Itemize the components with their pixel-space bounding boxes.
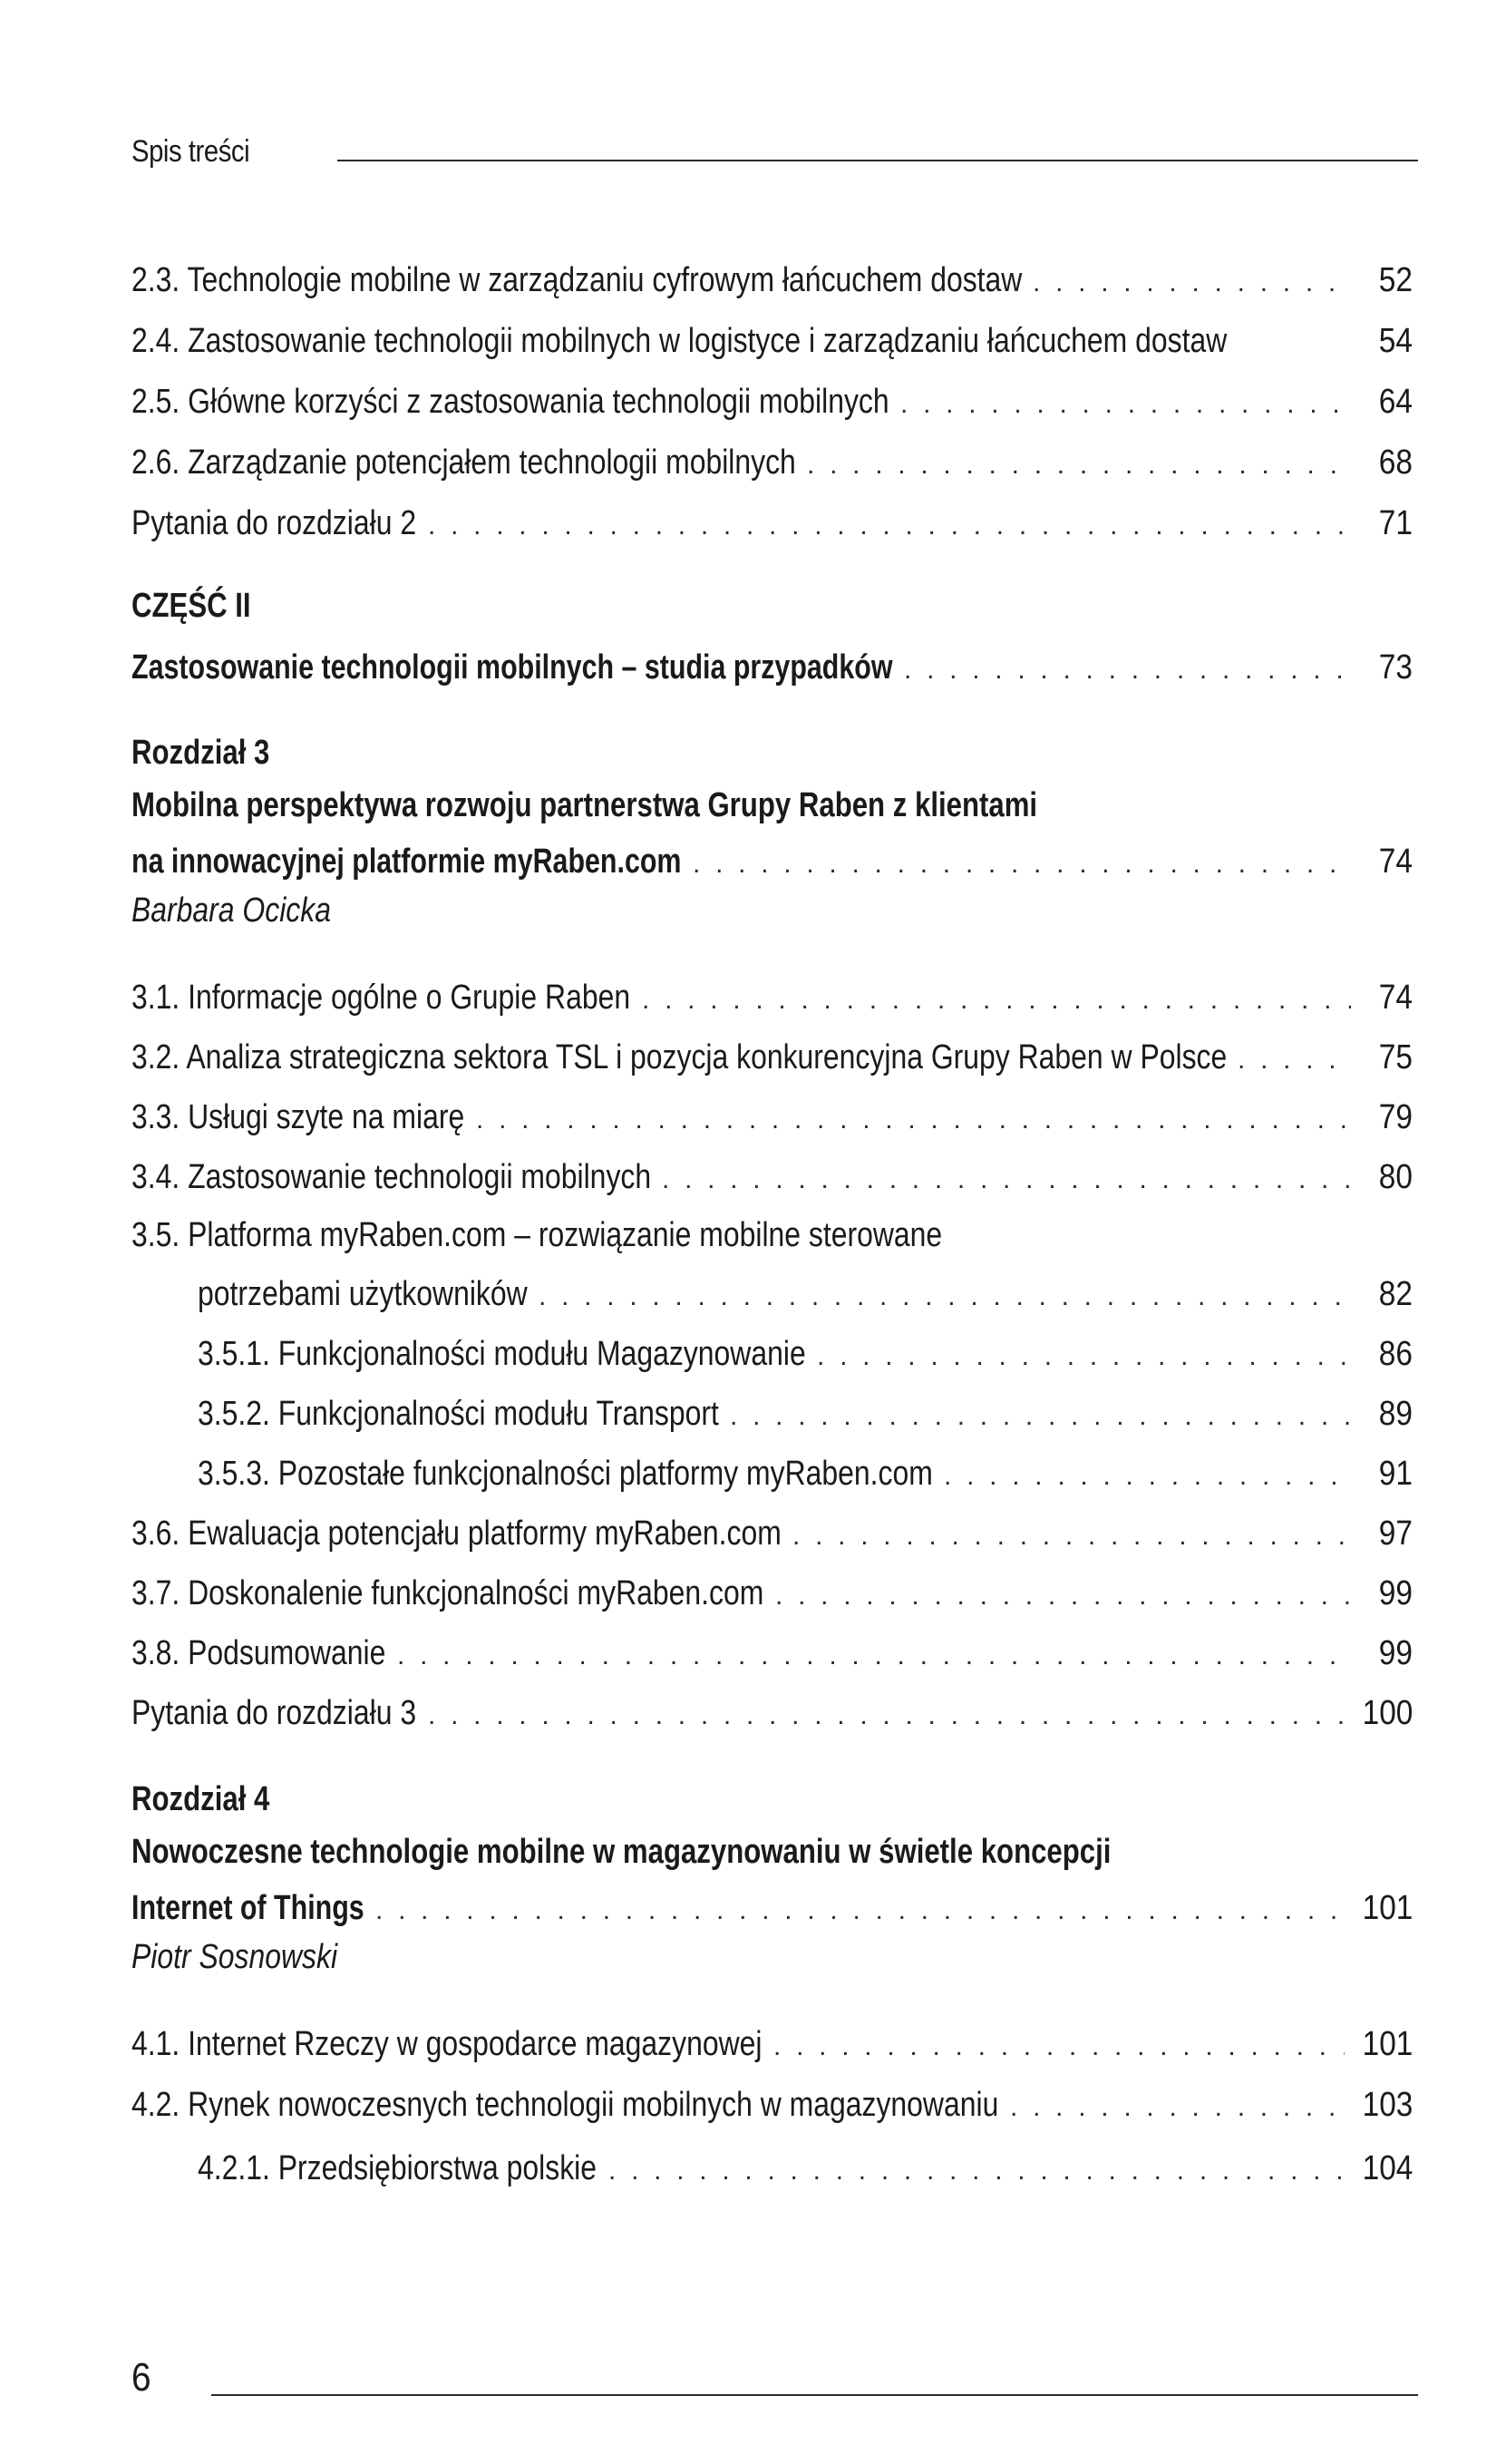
toc-entry-page: 73 bbox=[1378, 648, 1413, 687]
dot-leader bbox=[900, 386, 1351, 423]
toc-entry-label: 3.5.3. Pozostałe funkcjonalności platformy myRaben.com bbox=[198, 1455, 933, 1493]
toc-entry-label: 4.2.1. Przedsiębiorstwa polskie bbox=[198, 2149, 597, 2187]
dot-leader bbox=[1010, 2089, 1345, 2126]
dot-leader bbox=[662, 1162, 1351, 1198]
toc-entry-2-4[interactable] bbox=[131, 318, 1413, 362]
dot-leader bbox=[792, 1518, 1351, 1554]
toc-entry-label: 4.1. Internet Rzeczy w gospodarce magazynowej bbox=[131, 2025, 763, 2063]
toc-entry-page: 99 bbox=[1378, 1634, 1413, 1672]
toc-entry-chapter-3[interactable] bbox=[131, 839, 1413, 882]
toc-entry-page: 64 bbox=[1378, 383, 1413, 421]
toc-entry-3-5[interactable] bbox=[198, 1271, 1413, 1315]
dot-leader bbox=[773, 2029, 1345, 2065]
dot-leader bbox=[817, 1339, 1351, 1375]
toc-entry-page: 89 bbox=[1378, 1395, 1413, 1433]
toc-entry-page: 71 bbox=[1378, 504, 1413, 542]
page-number: 6 bbox=[131, 2355, 151, 2400]
toc-entry-4-2-1[interactable] bbox=[198, 2146, 1413, 2189]
dot-leader bbox=[944, 1458, 1351, 1495]
toc-entry-3-4[interactable] bbox=[131, 1154, 1413, 1198]
toc-entry-label: na innowacyjnej platformie myRaben.com bbox=[131, 842, 682, 881]
toc-entry-label: Pytania do rozdziału 3 bbox=[131, 1694, 417, 1732]
dot-leader bbox=[904, 652, 1351, 688]
toc-entry-2-3[interactable] bbox=[131, 258, 1413, 301]
toc-entry-3-5-line1[interactable]: 3.5. Platforma myRaben.com – rozwiązanie mobilne sterowane bbox=[131, 1216, 943, 1254]
toc-entry-3-5-2[interactable] bbox=[198, 1391, 1413, 1435]
toc-entry-label: 3.7. Doskonalenie funkcjonalności myRaben.com bbox=[131, 1574, 764, 1612]
toc-entry-chapter-4[interactable] bbox=[131, 1885, 1413, 1929]
toc-entry-page: 101 bbox=[1362, 2025, 1413, 2063]
header-rule bbox=[337, 160, 1418, 161]
toc-entry-label: potrzebami użytkowników bbox=[198, 1275, 528, 1313]
toc-entry-label: 3.4. Zastosowanie technologii mobilnych bbox=[131, 1158, 652, 1196]
toc-entry-4-1[interactable] bbox=[131, 2021, 1413, 2065]
toc-entry-label: 2.6. Zarządzanie potencjałem technologii mobilnych bbox=[131, 443, 796, 482]
toc-entry-label: 3.8. Podsumowanie bbox=[131, 1634, 386, 1672]
dot-leader bbox=[642, 982, 1351, 1018]
toc-entry-page: 100 bbox=[1362, 1694, 1413, 1732]
toc-entry-3-5-1[interactable] bbox=[198, 1331, 1413, 1375]
dot-leader bbox=[375, 1893, 1345, 1929]
dot-leader bbox=[775, 1578, 1351, 1614]
dot-leader bbox=[476, 1102, 1351, 1138]
toc-entry-questions-3[interactable] bbox=[131, 1690, 1413, 1734]
toc-entry-label: 2.5. Główne korzyści z zastosowania technologii mobilnych bbox=[131, 383, 889, 421]
toc-entry-questions-2[interactable] bbox=[131, 501, 1413, 544]
toc-entry-label: 3.6. Ewaluacja potencjału platformy myRaben.com bbox=[131, 1514, 782, 1553]
toc-entry-page: 79 bbox=[1378, 1098, 1413, 1136]
dot-leader bbox=[428, 1698, 1345, 1734]
toc-entry-label: 4.2. Rynek nowoczesnych technologii mobilnych w magazynowaniu bbox=[131, 2086, 999, 2124]
toc-entry-label: Zastosowanie technologii mobilnych – studia przypadków bbox=[131, 648, 893, 687]
toc-entry-label: 3.3. Usługi szyte na miarę bbox=[131, 1098, 465, 1136]
toc-entry-3-7[interactable] bbox=[131, 1571, 1413, 1614]
toc-entry-page: 91 bbox=[1378, 1455, 1413, 1493]
dot-leader bbox=[730, 1398, 1351, 1435]
toc-entry-page: 82 bbox=[1378, 1275, 1413, 1313]
toc-entry-3-2[interactable] bbox=[131, 1035, 1413, 1078]
toc-entry-3-6[interactable] bbox=[131, 1511, 1413, 1554]
toc-entry-label: 3.5.1. Funkcjonalności modułu Magazynowanie bbox=[198, 1335, 806, 1373]
toc-entry-part-2[interactable] bbox=[131, 645, 1413, 688]
chapter-heading: Rozdział 4 bbox=[131, 1780, 270, 1818]
dot-leader bbox=[428, 508, 1351, 544]
toc-entry-page: 52 bbox=[1378, 261, 1413, 299]
toc-entry-3-5-3[interactable] bbox=[198, 1451, 1413, 1495]
dot-leader bbox=[1238, 1042, 1351, 1078]
toc-entry-3-1[interactable] bbox=[131, 975, 1413, 1018]
toc-entry-page: 86 bbox=[1378, 1335, 1413, 1373]
toc-entry-label: 3.1. Informacje ogólne o Grupie Raben bbox=[131, 979, 631, 1017]
toc-entry-page: 68 bbox=[1378, 443, 1413, 482]
toc-entry-label: 2.4. Zastosowanie technologii mobilnych w logistyce i zarządzaniu łańcuchem dostaw bbox=[131, 322, 1228, 360]
toc-entry-page: 74 bbox=[1378, 842, 1413, 881]
toc-entry-page: 97 bbox=[1378, 1514, 1413, 1553]
toc-entry-page: 80 bbox=[1378, 1158, 1413, 1196]
running-head: Spis treści bbox=[131, 134, 250, 169]
toc-entry-page: 74 bbox=[1378, 979, 1413, 1017]
toc-entry-4-2[interactable] bbox=[131, 2082, 1413, 2126]
toc-entry-page: 75 bbox=[1378, 1038, 1413, 1076]
toc-entry-page: 54 bbox=[1378, 322, 1413, 360]
dot-leader bbox=[693, 846, 1351, 882]
chapter-title-line: Nowoczesne technologie mobilne w magazynowaniu w świetle koncepcji bbox=[131, 1833, 1112, 1871]
toc-entry-3-8[interactable] bbox=[131, 1631, 1413, 1674]
part-heading: CZĘŚĆ II bbox=[131, 587, 251, 625]
dot-leader bbox=[397, 1638, 1351, 1674]
toc-entry-2-5[interactable] bbox=[131, 379, 1413, 423]
toc-entry-page: 99 bbox=[1378, 1574, 1413, 1612]
toc-entry-page: 104 bbox=[1362, 2149, 1413, 2187]
chapter-author: Piotr Sosnowski bbox=[131, 1938, 338, 1976]
chapter-title-line: Mobilna perspektywa rozwoju partnerstwa Grupy Raben z klientami bbox=[131, 786, 1038, 824]
toc-entry-3-3[interactable] bbox=[131, 1095, 1413, 1138]
toc-entry-label: Pytania do rozdziału 2 bbox=[131, 504, 417, 542]
dot-leader bbox=[1033, 265, 1351, 301]
toc-entry-label: 3.2. Analiza strategiczna sektora TSL i pozycja konkurencyjna Grupy Raben w Polsce bbox=[131, 1038, 1228, 1076]
chapter-heading: Rozdział 3 bbox=[131, 734, 270, 772]
dot-leader bbox=[539, 1279, 1351, 1315]
dot-leader bbox=[807, 447, 1351, 483]
toc-entry-page: 101 bbox=[1362, 1889, 1413, 1927]
chapter-author: Barbara Ocicka bbox=[131, 891, 331, 930]
dot-leader bbox=[608, 2153, 1345, 2189]
toc-entry-label: 3.5.2. Funkcjonalności modułu Transport bbox=[198, 1395, 719, 1433]
toc-entry-label: 2.3. Technologie mobilne w zarządzaniu cyfrowym łańcuchem dostaw bbox=[131, 261, 1023, 299]
footer-rule bbox=[211, 2394, 1418, 2396]
toc-entry-2-6[interactable] bbox=[131, 440, 1413, 483]
toc-entry-label: Internet of Things bbox=[131, 1889, 364, 1927]
toc-entry-page: 103 bbox=[1362, 2086, 1413, 2124]
